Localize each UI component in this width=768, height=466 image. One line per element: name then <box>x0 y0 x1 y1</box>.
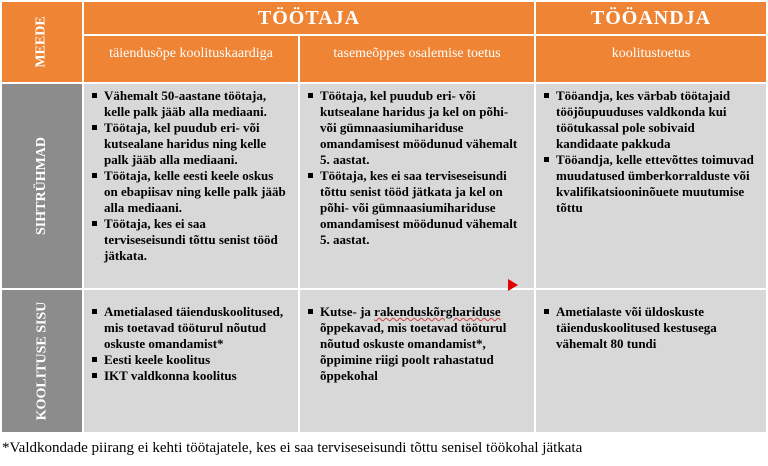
sihtruhmad-col3 <box>536 84 768 290</box>
benefits-table <box>2 2 768 434</box>
list-item: Töötaja, kel puudub eri- või kutsealane haridus ning kelle palk jääb alla mediaani. <box>104 120 290 168</box>
list-item: Eesti keele koolitus <box>104 352 290 368</box>
list-item: Ametialaste või üldoskuste täienduskoolitused kestusega vähemalt 80 tundi <box>556 304 758 352</box>
sihtruhmad-col1 <box>84 84 300 290</box>
red-arrow-icon <box>508 279 518 291</box>
list-item: IKT valdkonna koolitus <box>104 368 290 384</box>
sisu-col1 <box>84 290 300 434</box>
sihtruhmad-col2 <box>300 84 536 290</box>
tootaja-label: TÖÖTAJA <box>257 6 361 29</box>
list-item <box>320 304 526 384</box>
tooandja-label: TÖÖANDJA <box>590 6 712 29</box>
subheader-koolitustoetus <box>536 36 768 84</box>
list-item: Tööandja, kes värbab töötajaid tööjõupuuduses valdkonda kui töötukassal pole sobivaid kandidaate pakkuda <box>556 88 758 152</box>
sihtruhmad-label-cell <box>2 84 84 290</box>
sisu-label-cell <box>2 290 84 434</box>
list-item: Töötaja, kel puudub eri- või kutsealane haridus ja kel on põhi- või gümnaasiumihariduse omandamisest möödunud vähemalt 5. aastat. <box>320 88 526 168</box>
text-segment: Kutse- ja <box>320 304 375 319</box>
sihtruhmad-label: SIHTRÜHMAD <box>34 136 50 236</box>
footnote: *Valdkondade piirang ei kehti töötajatele, kes ei saa terviseseisundi tõttu senisel töökohal jätkata <box>2 440 583 456</box>
sisu-col2 <box>300 290 536 434</box>
list-item: Töötaja, kelle eesti keele oskus on ebapiisav ning kelle palk jääb alla mediaani. <box>104 168 290 216</box>
subheader-tasemeope <box>300 36 536 84</box>
tootaja-header <box>84 2 536 36</box>
tooandja-header <box>536 2 768 36</box>
sisu-col3 <box>536 290 768 434</box>
subheader-label: täiendusõpe koolituskaardiga <box>109 46 273 61</box>
subheader-label: koolitustoetus <box>611 46 691 61</box>
list-item: Vähemalt 50-aastane töötaja, kelle palk jääb alla mediaani. <box>104 88 290 120</box>
list-item: Töötaja, kes ei saa terviseseisundi tõttu senist tööd jätkata. <box>104 216 290 264</box>
list-item: Tööandja, kelle ettevõttes toimuvad muudatused ümberkorralduste või kvalifikatsiooninõuete muutumise tõttu <box>556 152 758 216</box>
spellcheck-underlined-word: rakenduskõrghariduse <box>374 304 501 319</box>
text-segment: õppekavad, mis toetavad tööturul nõutud oskuste omandamist*, õppimine riigi poolt rahastatud õppekohal <box>320 320 507 383</box>
meede-header <box>2 2 84 84</box>
subheader-label: tasemeõppes osalemise toetus <box>333 46 501 61</box>
meede-label: MEEDE <box>34 16 49 68</box>
sisu-label: KOOLITUSE SISU <box>34 301 50 421</box>
list-item: Ametialased täienduskoolitused, mis toetavad tööturul nõutud oskuste omandamist* <box>104 304 290 352</box>
subheader-koolituskaart <box>84 36 300 84</box>
list-item: Töötaja, kes ei saa terviseseisundi tõttu senist tööd jätkata ja kel on põhi- või gümnaasiumihariduse omandamisest möödunud vähemalt 5. aastat. <box>320 168 526 248</box>
